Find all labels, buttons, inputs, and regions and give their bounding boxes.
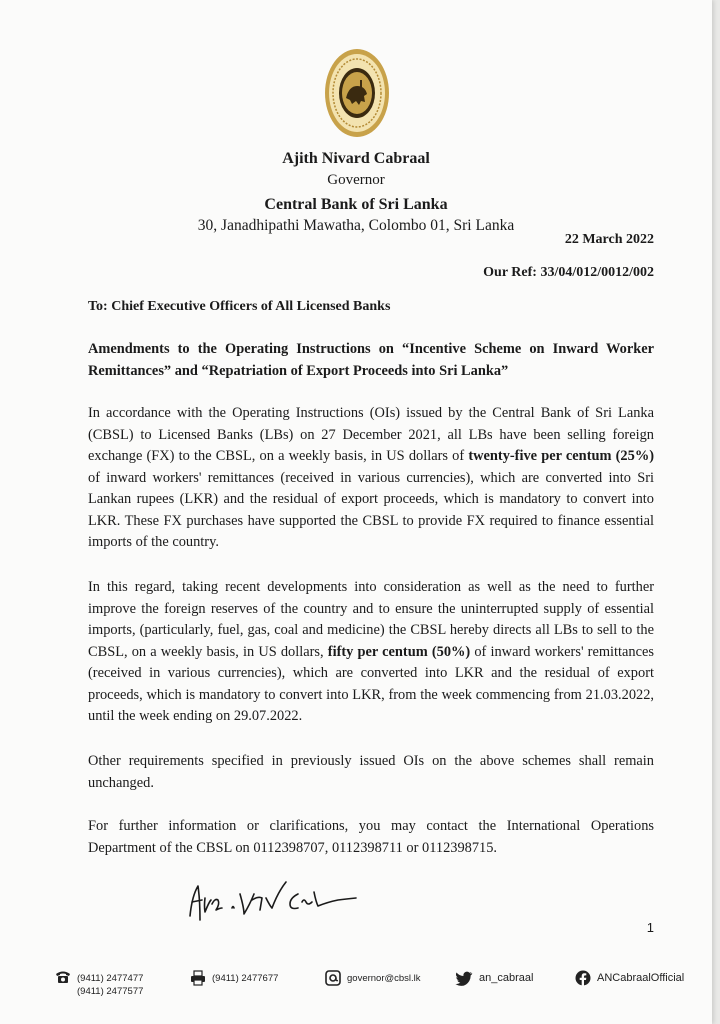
footer-fax [190,970,278,986]
phone-number-2: (9411) 2477577 [77,986,144,997]
footer-phone [55,970,143,998]
footer-contacts [0,970,712,1010]
reference-number: Our Ref: 33/04/012/0012/002 [483,265,654,280]
highlight-50-percent: fifty per centum (50%) [327,643,471,660]
body-paragraph-2: In this regard, taking recent developments into consideration as well as the need to further improve the foreign reserves of the country and to ensure the uninterrupted supply of essential imports, (particularly, fuel, gas, coal and medicine) the CBSL hereby directs all LBs to sell to the CBSL, on a weekly basis, in US dollars, fifty per centum (50%) of inward workers' remittances (received in various currencies), which are converted into LKR and the residual of export proceeds, which is mandatory to convert into LKR, from the week commencing from 21.03.2022, until the week ending on 29.07.2022. [88,579,654,724]
body-paragraph-4: For further information or clarifications, you may contact the International Operations Department of the CBSL on 0112398707, 0112398711 or 0112398715. [88,818,654,856]
phone-icon [55,970,71,984]
body-paragraph-3: Other requirements specified in previously issued OIs on the above schemes shall remain unchanged. [88,753,654,791]
fax-number: (9411) 2477677 [212,973,279,984]
footer-facebook [575,970,684,986]
letter-date: 22 March 2022 [564,232,654,247]
body-paragraph-1: In accordance with the Operating Instructions (OIs) issued by the Central Bank of Sri Lanka (CBSL) to Licensed Banks (LBs) on 27 December 2021, all LBs have been selling foreign exchange (FX) to the CBSL, on a weekly basis, in US dollars of twenty-five per centum (25%) of inward workers' remittances (received in various currencies), which are converted into Sri Lankan rupees (LKR) and the residual of export proceeds, which is mandatory to convert into LKR. These FX purchases have supported the CBSL to provide FX required to finance essential imports of the country. [88,405,655,550]
email-icon [325,970,341,986]
organization-name: Central Bank of Sri Lanka [264,196,448,213]
page-number: 1 [646,920,654,935]
phone-number-1: (9411) 2477477 [77,973,144,984]
organization-address: 30, Janadhipathi Mawatha, Colombo 01, Sri Lanka [197,217,515,234]
sender-name: Ajith Nivard Cabraal [282,150,430,167]
fax-printer-icon [190,970,206,986]
footer-twitter [455,970,533,986]
cbsl-seal-logo [324,48,390,138]
email-address[interactable]: governor@cbsl.lk [347,973,421,984]
twitter-handle[interactable]: an_cabraal [479,972,534,984]
highlight-25-percent: twenty-five per centum (25%) [468,448,655,464]
recipient-line: To: Chief Executive Officers of All Licensed Banks [88,299,391,314]
subject-line: Amendments to the Operating Instructions on “Incentive Scheme on Inward Worker Remittances” and “Repatriation of Export Proceeds into Sri Lanka” [88,341,654,379]
sender-title: Governor [327,172,385,188]
twitter-icon [455,970,473,986]
governor-signature [180,868,380,928]
facebook-icon [575,970,591,986]
facebook-page[interactable]: ANCabraalOfficial [597,972,685,984]
footer-email [325,970,421,986]
